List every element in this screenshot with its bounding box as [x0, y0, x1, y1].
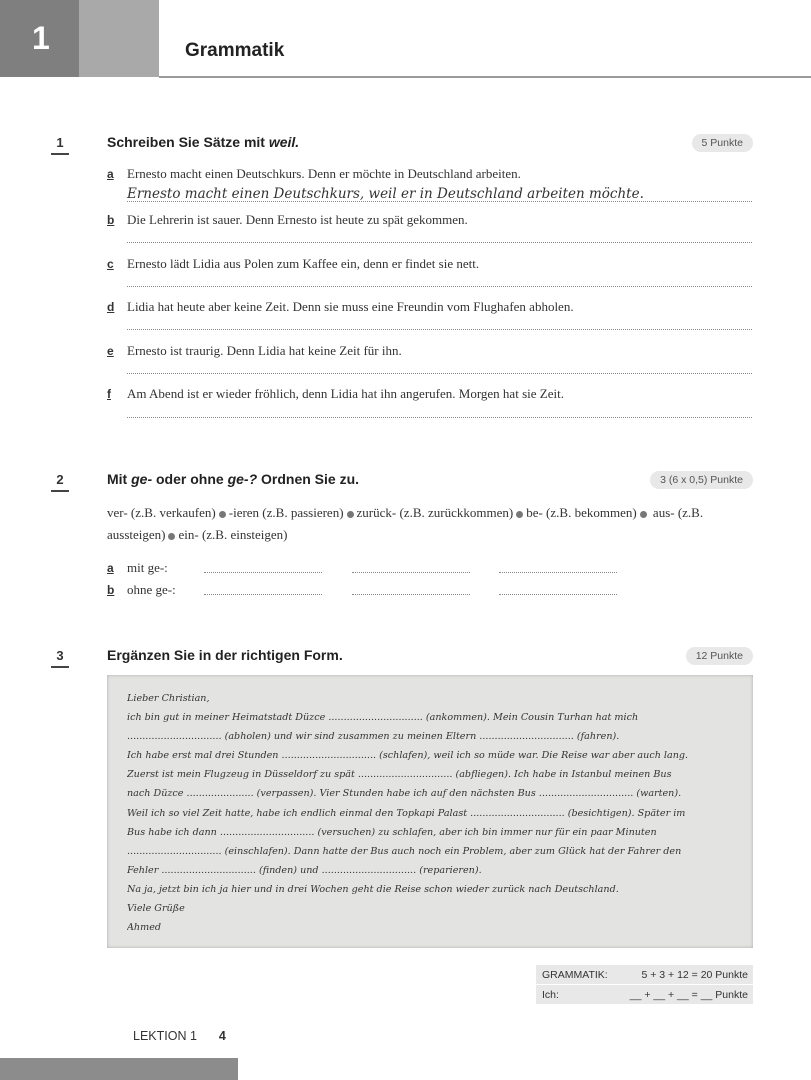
- blank-b2[interactable]: [352, 594, 470, 595]
- page-footer: LEKTION 1 4: [133, 1029, 226, 1043]
- exercise-2-points: 3 (6 x 0,5) Punkte: [650, 471, 753, 489]
- exercise-3-number: 3: [51, 648, 69, 668]
- exercise-1-points: 5 Punkte: [692, 134, 753, 152]
- header-tab: [79, 0, 159, 77]
- word-ver: ver- (z.B. verkaufen): [107, 505, 216, 520]
- word-ein: ein- (z.B. einsteigen): [178, 527, 288, 542]
- answer-line-f[interactable]: [127, 417, 752, 418]
- answer-line-a[interactable]: [127, 201, 752, 202]
- letter-line: ............................... (einschlafen). Dann hatte der Bus auch noch ein Problem, aber zum Glück hat der Fahrer den: [127, 845, 682, 857]
- letter-line: Weil ich so viel Zeit hatte, habe ich endlich einmal den Topkapi Palast ............................... (besichtigen). Später im: [127, 807, 686, 819]
- answer-row-a: a mit ge-:: [107, 560, 168, 575]
- bullet-icon: [347, 511, 354, 518]
- answer-row-b: b ohne ge-:: [107, 582, 176, 597]
- answer-line-c[interactable]: [127, 286, 752, 287]
- example-answer: Ernesto macht einen Deutschkurs, weil er in Deutschland arbeiten möchte.: [127, 186, 644, 202]
- letter-line: Ahmed: [127, 922, 162, 934]
- letter-line: Zuerst ist mein Flugzeug in Düsseldorf zu spät ............................... (abfliegen). Ich habe in Istanbul meinen Bus: [127, 769, 672, 781]
- exercise-3-points: 12 Punkte: [686, 647, 753, 665]
- score-total-row: GRAMMATIK: 5 + 3 + 12 = 20 Punkte: [536, 965, 753, 984]
- answer-line-e[interactable]: [127, 373, 752, 374]
- header-rule: [159, 76, 811, 78]
- letter-line: Bus habe ich dann ............................... (versuchen) zu schlafen, aber ich bin immer nur für ein paar Minuten: [127, 826, 657, 838]
- exercise-2-title: Mit ge- oder ohne ge-? Ordnen Sie zu.: [107, 471, 360, 487]
- exercise-1-number: 1: [51, 135, 69, 155]
- footer-bar: [0, 1058, 238, 1080]
- exercise-1-item-a: a Ernesto macht einen Deutschkurs. Denn er möchte in Deutschland arbeiten.: [107, 166, 521, 181]
- blank-a3[interactable]: [499, 572, 617, 573]
- answer-line-d[interactable]: [127, 329, 752, 330]
- letter-card: [107, 675, 753, 948]
- letter-line: Ich habe erst mal drei Stunden ............................... (schlafen), weil ich so müde war. Die Reise war aber auch lang.: [127, 750, 689, 762]
- exercise-2-number: 2: [51, 472, 69, 492]
- exercise-3-title: Ergänzen Sie in der richtigen Form.: [107, 647, 343, 663]
- letter-line: Viele Grüße: [127, 903, 185, 915]
- bullet-icon: [219, 511, 226, 518]
- exercise-1-item-e: e Ernesto ist traurig. Denn Lidia hat keine Zeit für ihn.: [107, 343, 402, 358]
- word-be: be- (z.B. bekommen): [526, 505, 637, 520]
- page-number: 4: [218, 1029, 226, 1043]
- bullet-icon: [516, 511, 523, 518]
- letter-line: Lieber Christian,: [127, 693, 210, 704]
- answer-line-b[interactable]: [127, 242, 752, 243]
- exercise-1-title: Schreiben Sie Sätze mit weil.: [107, 134, 300, 150]
- exercise-1-item-f: f Am Abend ist er wieder fröhlich, denn Lidia hat ihn angerufen. Morgen hat sie Zeit.: [107, 386, 564, 401]
- blank-b3[interactable]: [499, 594, 617, 595]
- letter-line: nach Düzce ...................... (verpassen). Vier Stunden habe ich auf den nächsten Bus ............................... (warten).: [127, 788, 682, 800]
- letter-line: Na ja, jetzt bin ich ja hier und in drei Wochen geht die Reise schon wieder zurück nach Deutschland.: [127, 883, 619, 895]
- word-aus: aus- (z.B. aussteigen): [107, 505, 704, 542]
- word-bank: [107, 502, 752, 546]
- letter-line: ............................... (abholen) und wir sind zusammen zu meinen Eltern ............................... (fahren).: [127, 731, 620, 743]
- letter-line: Fehler ............................... (finden) und ............................... (reparieren).: [127, 864, 482, 876]
- word-ieren: -ieren (z.B. passieren): [228, 505, 344, 520]
- score-self-row: Ich: __ + __ + __ = __ Punkte: [536, 985, 753, 1004]
- bullet-icon: [640, 511, 647, 518]
- page-title: Grammatik: [185, 40, 285, 61]
- lesson-number: 1: [0, 0, 79, 77]
- blank-a2[interactable]: [352, 572, 470, 573]
- exercise-1-item-d: d Lidia hat heute aber keine Zeit. Denn sie muss eine Freundin vom Flughafen abholen.: [107, 299, 574, 314]
- exercise-1-item-b: b Die Lehrerin ist sauer. Denn Ernesto ist heute zu spät gekommen.: [107, 212, 468, 227]
- blank-a1[interactable]: [204, 572, 322, 573]
- word-zurueck: zurück- (z.B. zurückkommen): [356, 505, 514, 520]
- bullet-icon: [168, 533, 175, 540]
- exercise-1-item-c: c Ernesto lädt Lidia aus Polen zum Kaffee ein, denn er findet sie nett.: [107, 256, 480, 271]
- letter-line: ich bin gut in meiner Heimatstadt Düzce ............................... (ankommen). Mein Cousin Turhan hat mich: [127, 712, 639, 724]
- blank-b1[interactable]: [204, 594, 322, 595]
